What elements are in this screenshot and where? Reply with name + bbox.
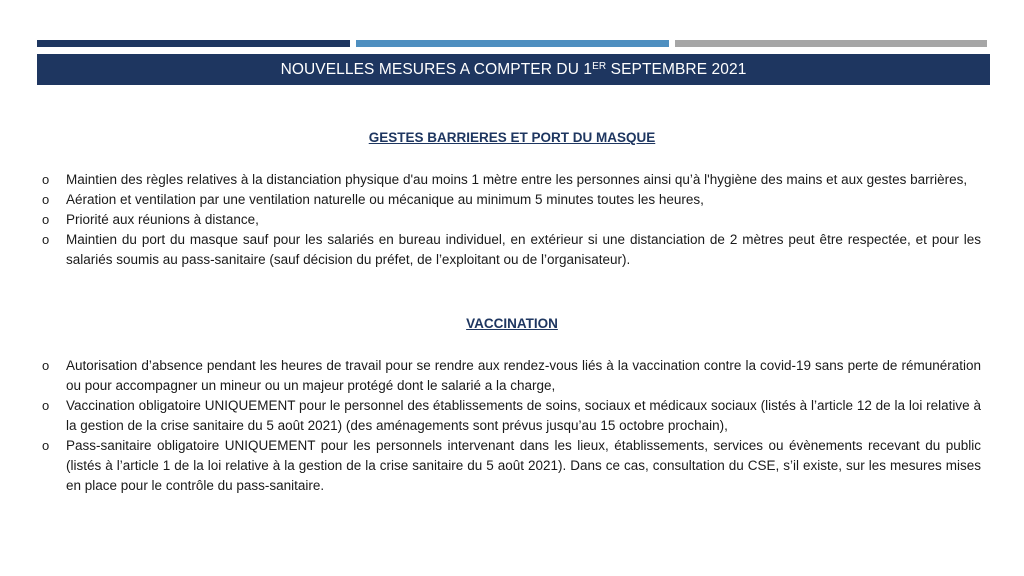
list-item-text: Vaccination obligatoire UNIQUEMENT pour le personnel des établissements de soins, sociaux et médicaux sociaux (listés à l’article 12 de la loi relative à la gestion de la crise sanitaire du 5 août 2021) (des aménagements sont prévus jusqu’au 15 octobre prochain), bbox=[66, 398, 981, 433]
bullet-icon: o bbox=[42, 212, 50, 227]
section-heading-gestes-barrieres: GESTES BARRIERES ET PORT DU MASQUE bbox=[368, 130, 656, 145]
bullet-icon: o bbox=[42, 438, 50, 453]
list-item bbox=[42, 170, 981, 190]
list-item-text: Maintien des règles relatives à la distanciation physique d'au moins 1 mètre entre les personnes ainsi qu’à l'hygiène des mains et aux gestes barrières, bbox=[66, 172, 968, 187]
title-text-end: SEPTEMBRE 2021 bbox=[606, 60, 747, 78]
bullet-icon: o bbox=[42, 232, 50, 247]
vaccination-list bbox=[0, 356, 1024, 496]
section-heading-vaccination: VACCINATION bbox=[466, 316, 558, 331]
list-item bbox=[42, 230, 981, 270]
title-superscript: ER bbox=[592, 60, 607, 72]
gestes-barrieres-list bbox=[0, 170, 1024, 270]
title-banner bbox=[37, 54, 990, 85]
list-item-text: Autorisation d’absence pendant les heures de travail pour se rendre aux rendez-vous liés à la vaccination contre la covid-19 sans perte de rémunération ou pour accompagner un mineur ou un majeur protégé dont le salarié a la charge, bbox=[66, 358, 981, 393]
bullet-icon: o bbox=[42, 172, 50, 187]
bullet-icon: o bbox=[42, 358, 50, 373]
list-item bbox=[42, 190, 981, 210]
bullet-icon: o bbox=[42, 192, 50, 207]
accent-bar-dark bbox=[37, 40, 350, 47]
accent-bar-blue bbox=[356, 40, 669, 47]
list-item-text: Priorité aux réunions à distance, bbox=[66, 212, 259, 227]
title-text-main: NOUVELLES MESURES A COMPTER DU 1 bbox=[280, 60, 593, 78]
list-item bbox=[42, 436, 981, 496]
list-item-text: Maintien du port du masque sauf pour les salariés en bureau individuel, en extérieur si une distanciation de 2 mètres peut être respectée, et pour les salariés soumis au pass-sanitaire (sauf décision du préfet, de l’exploitant ou de l’organisateur). bbox=[66, 232, 981, 267]
page-title bbox=[281, 61, 747, 79]
list-item-text: Aération et ventilation par une ventilation naturelle ou mécanique au minimum 5 minutes toutes les heures, bbox=[66, 192, 704, 207]
bullet-icon: o bbox=[42, 398, 50, 413]
list-item bbox=[42, 210, 981, 230]
accent-bar-gray bbox=[675, 40, 987, 47]
list-item-text: Pass-sanitaire obligatoire UNIQUEMENT pour les personnels intervenant dans les lieux, établissements, services ou évènements recevant du public (listés à l’article 1 de la loi relative à la gestion de la crise sanitaire du 5 août 2021). Dans ce cas, consultation du CSE, s’il existe, sur les mesures mises en place pour le contrôle du pass-sanitaire. bbox=[66, 438, 981, 493]
list-item bbox=[42, 356, 981, 396]
list-item bbox=[42, 396, 981, 436]
